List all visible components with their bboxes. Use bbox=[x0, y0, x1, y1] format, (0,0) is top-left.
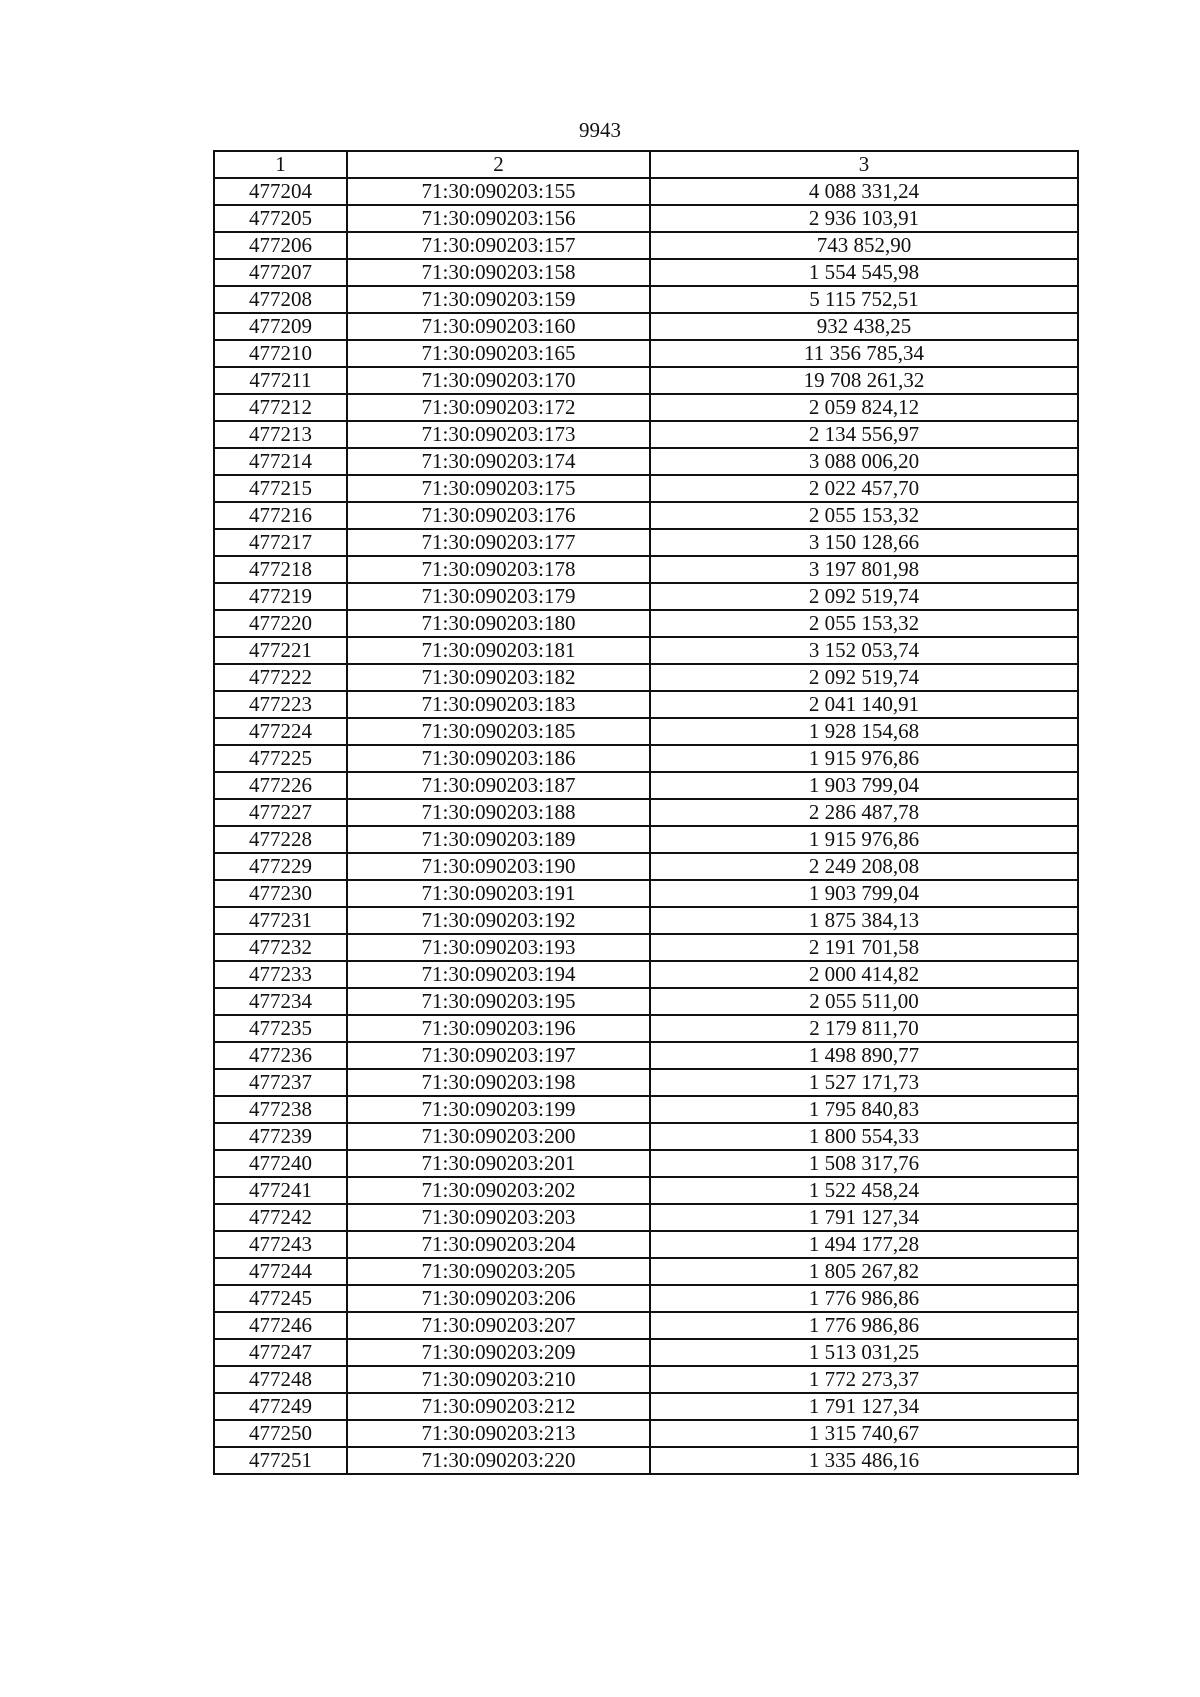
row-number-cell: 477244 bbox=[214, 1258, 347, 1285]
value-cell: 3 197 801,98 bbox=[650, 556, 1078, 583]
table-row bbox=[214, 853, 1078, 880]
cadastral-number-cell: 71:30:090203:185 bbox=[347, 718, 650, 745]
table-row bbox=[214, 691, 1078, 718]
cadastral-number-cell: 71:30:090203:165 bbox=[347, 340, 650, 367]
value-cell: 1 805 267,82 bbox=[650, 1258, 1078, 1285]
value-cell: 1 772 273,37 bbox=[650, 1366, 1078, 1393]
table-row bbox=[214, 340, 1078, 367]
table-row bbox=[214, 1069, 1078, 1096]
table-row bbox=[214, 1285, 1078, 1312]
cadastral-number-cell: 71:30:090203:170 bbox=[347, 367, 650, 394]
table-row bbox=[214, 1339, 1078, 1366]
table-row bbox=[214, 529, 1078, 556]
table-row bbox=[214, 394, 1078, 421]
table-row bbox=[214, 313, 1078, 340]
value-cell: 1 791 127,34 bbox=[650, 1393, 1078, 1420]
table-row bbox=[214, 772, 1078, 799]
table-row bbox=[214, 1177, 1078, 1204]
cadastral-number-cell: 71:30:090203:191 bbox=[347, 880, 650, 907]
row-number-cell: 477250 bbox=[214, 1420, 347, 1447]
page-number: 9943 bbox=[579, 118, 621, 142]
cadastral-number-cell: 71:30:090203:206 bbox=[347, 1285, 650, 1312]
cadastral-number-cell: 71:30:090203:160 bbox=[347, 313, 650, 340]
value-cell: 1 494 177,28 bbox=[650, 1231, 1078, 1258]
value-cell: 2 936 103,91 bbox=[650, 205, 1078, 232]
table-row bbox=[214, 610, 1078, 637]
cadastral-number-cell: 71:30:090203:186 bbox=[347, 745, 650, 772]
value-cell: 1 800 554,33 bbox=[650, 1123, 1078, 1150]
value-cell: 1 315 740,67 bbox=[650, 1420, 1078, 1447]
row-number-cell: 477241 bbox=[214, 1177, 347, 1204]
value-cell: 1 508 317,76 bbox=[650, 1150, 1078, 1177]
row-number-cell: 477206 bbox=[214, 232, 347, 259]
value-cell: 19 708 261,32 bbox=[650, 367, 1078, 394]
table-row bbox=[214, 367, 1078, 394]
table-row bbox=[214, 1258, 1078, 1285]
column-header-3: 3 bbox=[650, 151, 1078, 178]
row-number-cell: 477245 bbox=[214, 1285, 347, 1312]
value-cell: 2 191 701,58 bbox=[650, 934, 1078, 961]
table-row bbox=[214, 934, 1078, 961]
value-cell: 1 554 545,98 bbox=[650, 259, 1078, 286]
table-row bbox=[214, 448, 1078, 475]
cadastral-number-cell: 71:30:090203:157 bbox=[347, 232, 650, 259]
cadastral-number-cell: 71:30:090203:180 bbox=[347, 610, 650, 637]
cadastral-number-cell: 71:30:090203:201 bbox=[347, 1150, 650, 1177]
cadastral-number-cell: 71:30:090203:198 bbox=[347, 1069, 650, 1096]
row-number-cell: 477251 bbox=[214, 1447, 347, 1474]
value-cell: 2 055 153,32 bbox=[650, 502, 1078, 529]
row-number-cell: 477247 bbox=[214, 1339, 347, 1366]
table-row bbox=[214, 502, 1078, 529]
cadastral-number-cell: 71:30:090203:159 bbox=[347, 286, 650, 313]
cadastral-number-cell: 71:30:090203:199 bbox=[347, 1096, 650, 1123]
row-number-cell: 477218 bbox=[214, 556, 347, 583]
row-number-cell: 477208 bbox=[214, 286, 347, 313]
table-row bbox=[214, 259, 1078, 286]
table-row bbox=[214, 880, 1078, 907]
row-number-cell: 477249 bbox=[214, 1393, 347, 1420]
row-number-cell: 477240 bbox=[214, 1150, 347, 1177]
table-row bbox=[214, 1042, 1078, 1069]
value-cell: 1 513 031,25 bbox=[650, 1339, 1078, 1366]
cadastral-number-cell: 71:30:090203:178 bbox=[347, 556, 650, 583]
cadastral-number-cell: 71:30:090203:183 bbox=[347, 691, 650, 718]
cadastral-number-cell: 71:30:090203:194 bbox=[347, 961, 650, 988]
header-row bbox=[214, 151, 1078, 178]
value-cell: 2 134 556,97 bbox=[650, 421, 1078, 448]
cadastral-number-cell: 71:30:090203:203 bbox=[347, 1204, 650, 1231]
row-number-cell: 477217 bbox=[214, 529, 347, 556]
row-number-cell: 477239 bbox=[214, 1123, 347, 1150]
row-number-cell: 477222 bbox=[214, 664, 347, 691]
value-cell: 1 527 171,73 bbox=[650, 1069, 1078, 1096]
value-cell: 2 055 511,00 bbox=[650, 988, 1078, 1015]
value-cell: 3 150 128,66 bbox=[650, 529, 1078, 556]
cadastral-number-cell: 71:30:090203:197 bbox=[347, 1042, 650, 1069]
row-number-cell: 477229 bbox=[214, 853, 347, 880]
cadastral-number-cell: 71:30:090203:193 bbox=[347, 934, 650, 961]
value-cell: 1 915 976,86 bbox=[650, 745, 1078, 772]
value-cell: 2 059 824,12 bbox=[650, 394, 1078, 421]
row-number-cell: 477238 bbox=[214, 1096, 347, 1123]
cadastral-number-cell: 71:30:090203:158 bbox=[347, 259, 650, 286]
row-number-cell: 477236 bbox=[214, 1042, 347, 1069]
table-row bbox=[214, 583, 1078, 610]
table-row bbox=[214, 1123, 1078, 1150]
row-number-cell: 477228 bbox=[214, 826, 347, 853]
value-cell: 1 928 154,68 bbox=[650, 718, 1078, 745]
value-cell: 1 498 890,77 bbox=[650, 1042, 1078, 1069]
row-number-cell: 477233 bbox=[214, 961, 347, 988]
table-row bbox=[214, 664, 1078, 691]
cadastral-number-cell: 71:30:090203:190 bbox=[347, 853, 650, 880]
cadastral-number-cell: 71:30:090203:174 bbox=[347, 448, 650, 475]
value-cell: 1 903 799,04 bbox=[650, 880, 1078, 907]
table-row bbox=[214, 1366, 1078, 1393]
table-row bbox=[214, 1393, 1078, 1420]
table-row bbox=[214, 637, 1078, 664]
value-cell: 11 356 785,34 bbox=[650, 340, 1078, 367]
value-cell: 932 438,25 bbox=[650, 313, 1078, 340]
table-row bbox=[214, 799, 1078, 826]
row-number-cell: 477220 bbox=[214, 610, 347, 637]
table-row bbox=[214, 907, 1078, 934]
cadastral-number-cell: 71:30:090203:220 bbox=[347, 1447, 650, 1474]
row-number-cell: 477234 bbox=[214, 988, 347, 1015]
table-row bbox=[214, 1420, 1078, 1447]
column-header-1: 1 bbox=[214, 151, 347, 178]
cadastral-number-cell: 71:30:090203:179 bbox=[347, 583, 650, 610]
table-row bbox=[214, 232, 1078, 259]
value-cell: 1 903 799,04 bbox=[650, 772, 1078, 799]
value-cell: 2 041 140,91 bbox=[650, 691, 1078, 718]
table-row bbox=[214, 745, 1078, 772]
row-number-cell: 477207 bbox=[214, 259, 347, 286]
row-number-cell: 477215 bbox=[214, 475, 347, 502]
value-cell: 1 875 384,13 bbox=[650, 907, 1078, 934]
value-cell: 2 055 153,32 bbox=[650, 610, 1078, 637]
row-number-cell: 477219 bbox=[214, 583, 347, 610]
cadastral-table bbox=[213, 150, 1079, 1475]
table-row bbox=[214, 556, 1078, 583]
value-cell: 3 088 006,20 bbox=[650, 448, 1078, 475]
row-number-cell: 477246 bbox=[214, 1312, 347, 1339]
value-cell: 2 286 487,78 bbox=[650, 799, 1078, 826]
row-number-cell: 477223 bbox=[214, 691, 347, 718]
cadastral-number-cell: 71:30:090203:207 bbox=[347, 1312, 650, 1339]
cadastral-number-cell: 71:30:090203:202 bbox=[347, 1177, 650, 1204]
value-cell: 2 022 457,70 bbox=[650, 475, 1078, 502]
table-row bbox=[214, 988, 1078, 1015]
row-number-cell: 477213 bbox=[214, 421, 347, 448]
table-row bbox=[214, 475, 1078, 502]
row-number-cell: 477209 bbox=[214, 313, 347, 340]
row-number-cell: 477235 bbox=[214, 1015, 347, 1042]
table-header bbox=[214, 151, 1078, 178]
row-number-cell: 477210 bbox=[214, 340, 347, 367]
table-row bbox=[214, 1312, 1078, 1339]
row-number-cell: 477226 bbox=[214, 772, 347, 799]
cadastral-number-cell: 71:30:090203:182 bbox=[347, 664, 650, 691]
row-number-cell: 477212 bbox=[214, 394, 347, 421]
cadastral-number-cell: 71:30:090203:189 bbox=[347, 826, 650, 853]
row-number-cell: 477225 bbox=[214, 745, 347, 772]
table-row bbox=[214, 961, 1078, 988]
cadastral-number-cell: 71:30:090203:187 bbox=[347, 772, 650, 799]
cadastral-number-cell: 71:30:090203:192 bbox=[347, 907, 650, 934]
row-number-cell: 477204 bbox=[214, 178, 347, 205]
table-row bbox=[214, 178, 1078, 205]
value-cell: 2 179 811,70 bbox=[650, 1015, 1078, 1042]
cadastral-number-cell: 71:30:090203:205 bbox=[347, 1258, 650, 1285]
row-number-cell: 477214 bbox=[214, 448, 347, 475]
row-number-cell: 477216 bbox=[214, 502, 347, 529]
value-cell: 1 522 458,24 bbox=[650, 1177, 1078, 1204]
table-row bbox=[214, 826, 1078, 853]
value-cell: 743 852,90 bbox=[650, 232, 1078, 259]
cadastral-number-cell: 71:30:090203:210 bbox=[347, 1366, 650, 1393]
table-row bbox=[214, 1015, 1078, 1042]
value-cell: 2 092 519,74 bbox=[650, 664, 1078, 691]
row-number-cell: 477205 bbox=[214, 205, 347, 232]
row-number-cell: 477237 bbox=[214, 1069, 347, 1096]
cadastral-number-cell: 71:30:090203:195 bbox=[347, 988, 650, 1015]
row-number-cell: 477232 bbox=[214, 934, 347, 961]
cadastral-number-cell: 71:30:090203:172 bbox=[347, 394, 650, 421]
value-cell: 2 000 414,82 bbox=[650, 961, 1078, 988]
row-number-cell: 477211 bbox=[214, 367, 347, 394]
cadastral-number-cell: 71:30:090203:176 bbox=[347, 502, 650, 529]
value-cell: 1 335 486,16 bbox=[650, 1447, 1078, 1474]
cadastral-number-cell: 71:30:090203:204 bbox=[347, 1231, 650, 1258]
row-number-cell: 477231 bbox=[214, 907, 347, 934]
table-row bbox=[214, 421, 1078, 448]
table-row bbox=[214, 718, 1078, 745]
table-body bbox=[214, 178, 1078, 1474]
cadastral-number-cell: 71:30:090203:175 bbox=[347, 475, 650, 502]
table-row bbox=[214, 1150, 1078, 1177]
cadastral-number-cell: 71:30:090203:173 bbox=[347, 421, 650, 448]
cadastral-number-cell: 71:30:090203:181 bbox=[347, 637, 650, 664]
table-row bbox=[214, 205, 1078, 232]
table-row bbox=[214, 286, 1078, 313]
value-cell: 1 915 976,86 bbox=[650, 826, 1078, 853]
table-row bbox=[214, 1096, 1078, 1123]
row-number-cell: 477224 bbox=[214, 718, 347, 745]
value-cell: 3 152 053,74 bbox=[650, 637, 1078, 664]
value-cell: 4 088 331,24 bbox=[650, 178, 1078, 205]
cadastral-number-cell: 71:30:090203:156 bbox=[347, 205, 650, 232]
row-number-cell: 477242 bbox=[214, 1204, 347, 1231]
value-cell: 1 795 840,83 bbox=[650, 1096, 1078, 1123]
value-cell: 1 791 127,34 bbox=[650, 1204, 1078, 1231]
cadastral-number-cell: 71:30:090203:196 bbox=[347, 1015, 650, 1042]
cadastral-number-cell: 71:30:090203:209 bbox=[347, 1339, 650, 1366]
cadastral-number-cell: 71:30:090203:200 bbox=[347, 1123, 650, 1150]
cadastral-number-cell: 71:30:090203:212 bbox=[347, 1393, 650, 1420]
value-cell: 1 776 986,86 bbox=[650, 1312, 1078, 1339]
row-number-cell: 477230 bbox=[214, 880, 347, 907]
value-cell: 1 776 986,86 bbox=[650, 1285, 1078, 1312]
row-number-cell: 477248 bbox=[214, 1366, 347, 1393]
cadastral-number-cell: 71:30:090203:177 bbox=[347, 529, 650, 556]
row-number-cell: 477243 bbox=[214, 1231, 347, 1258]
value-cell: 2 249 208,08 bbox=[650, 853, 1078, 880]
table-row bbox=[214, 1204, 1078, 1231]
value-cell: 2 092 519,74 bbox=[650, 583, 1078, 610]
cadastral-number-cell: 71:30:090203:188 bbox=[347, 799, 650, 826]
value-cell: 5 115 752,51 bbox=[650, 286, 1078, 313]
column-header-2: 2 bbox=[347, 151, 650, 178]
row-number-cell: 477227 bbox=[214, 799, 347, 826]
table-row bbox=[214, 1447, 1078, 1474]
row-number-cell: 477221 bbox=[214, 637, 347, 664]
cadastral-number-cell: 71:30:090203:213 bbox=[347, 1420, 650, 1447]
table-row bbox=[214, 1231, 1078, 1258]
cadastral-number-cell: 71:30:090203:155 bbox=[347, 178, 650, 205]
